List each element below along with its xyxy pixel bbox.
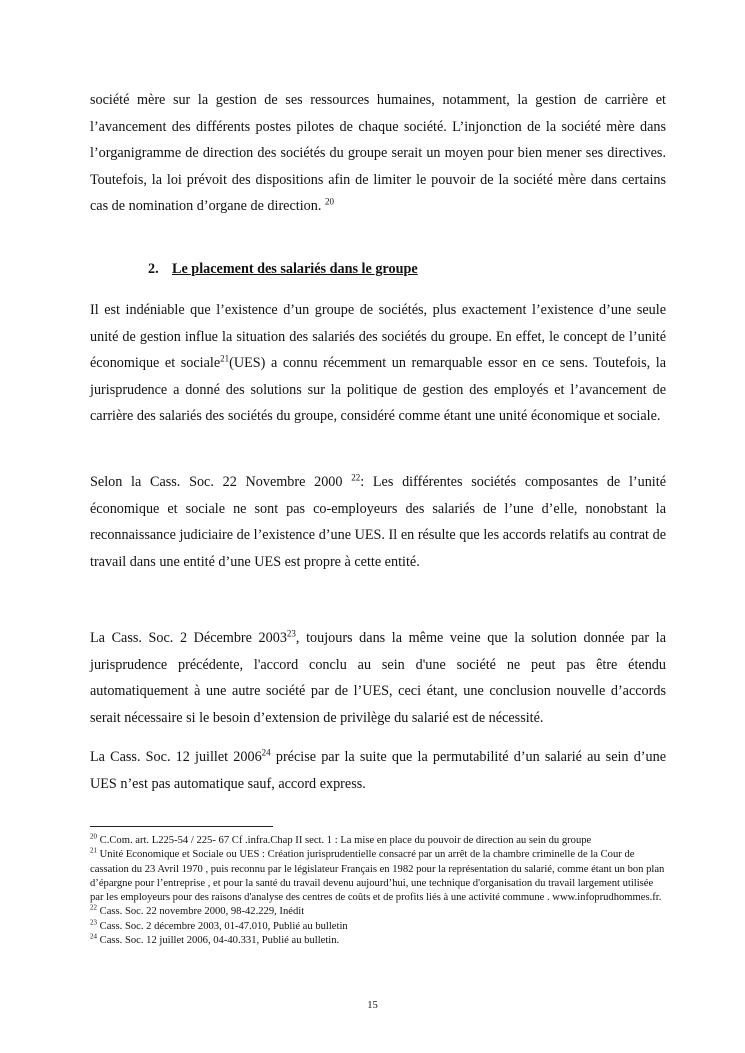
footnote-text: Cass. Soc. 22 novembre 2000, 98-42.229, Inédit [97,906,305,918]
footnote-text: Cass. Soc. 2 décembre 2003, 01-47.010, Publié au bulletin [97,920,348,932]
section-title: Le placement des salariés dans le groupe [172,261,418,277]
footnote-separator [90,826,273,827]
footnote-ref-21[interactable]: 21 [220,353,230,364]
footnote-number: 24 [90,932,97,941]
paragraph-2003-text-after: , toujours dans la même veine que la solution donnée par la jurisprudence précédente, l'accord conclu au sein d'une société ne peut pas être étendu automatiquement à une autre société par de l’UES, ceci étant, une conclusion nouvelle d’accords serait nécessaire si le besoin d’extension de privilège du salarié est de nécessité. [90,630,667,726]
paragraph-2000-text-after: : Les différentes sociétés composantes de l’unité économique et sociale ne sont pas co-employeurs des salariés de l’une d’elle, nonobstant la reconnaissance judiciaire de l’existence d’une UES. Il en résulte que les accords relatifs au contrat de travail dans une entité d’une UES est propre à cette entité. [90,474,666,570]
footnote-number: 23 [90,918,97,927]
footnote-text: Cass. Soc. 12 juillet 2006, 04-40.331, Publié au bulletin. [97,935,340,947]
paragraph-2006 [90,744,666,797]
paragraph-2003-text-before: La Cass. Soc. 2 Décembre 2003 [90,630,287,646]
paragraph-2000 [90,469,666,575]
page-number: 15 [367,1000,378,1011]
paragraph-2006-text-before: La Cass. Soc. 12 juillet 2006 [90,749,262,765]
footnotes [90,834,666,948]
paragraph-ues-text-after: (UES) a connu récemment un remarquable essor en ce sens. Toutefois, la jurisprudence a donné des solutions sur la politique de gestion des employés et l’avancement de carrière des salariés des sociétés du groupe, considéré comme étant une unité économique et sociale. [90,355,667,424]
paragraph-2000-text-before: Selon la Cass. Soc. 22 Novembre 2000 [90,474,352,490]
paragraph-ues-text-before: Il est indéniable que l’existence d’un groupe de sociétés, plus exactement l’existence d’une seule unité de gestion influe la situation des salariés des sociétés du groupe. En effet, le concept de l’unité économique et sociale [90,302,666,371]
footnote-ref-23[interactable]: 23 [286,628,296,639]
paragraph-ues [90,297,666,430]
paragraph-2003 [90,625,666,731]
section-heading [148,261,418,278]
footnote-text: Unité Economique et Sociale ou UES : Création jurisprudentielle consacré par un arrêt de la chambre criminelle de la Cour de cassation du 23 Avril 1970 , puis reconnu par le législateur Français en 1982 pour la représentation du salarié, comme étant un bon plan d’épargne pour l’entreprise , et pour la santé du travail devenu aujourd’hui, une technique d'organisation du travail largement utilisée par les employeurs pour des raisons d'analyse des centres de coûts et de profits liés à une activité commune . www.infoprudhommes.fr. [90,849,665,904]
footnote-number: 20 [90,832,97,841]
footnote-ref-22[interactable]: 22 [351,472,361,483]
footnote-number: 21 [90,846,97,855]
footnote-22 [90,905,666,919]
footnote-24 [90,934,666,948]
footnote-ref-24[interactable]: 24 [261,747,271,758]
footnote-text: C.Com. art. L225-54 / 225- 67 Cf .infra.Chap II sect. 1 : La mise en place du pouvoir de direction au sein du groupe [97,835,592,846]
footnote-23 [90,920,666,934]
footnote-21 [90,848,666,905]
footnote-20 [90,834,666,848]
section-number: 2. [148,261,159,277]
footnote-ref-20[interactable]: 20 [324,196,334,207]
intro-text: société mère sur la gestion de ses ressources humaines, notamment, la gestion de carrière et l’avancement des différents postes pilotes de chaque société. L’injonction de la société mère dans l’organigramme de direction des sociétés du groupe serait un moyen pour bien mener ses directives. Toutefois, la loi prévoit des dispositions afin de limiter le pouvoir de la société mère dans certains cas de nomination d’organe de direction. [90,92,666,214]
intro-paragraph [90,87,666,220]
paragraph-2006-text-after: précise par la suite que la permutabilité d’un salarié au sein d’une UES n’est pas automatique sauf, accord express. [90,749,666,792]
footnote-number: 22 [90,903,97,912]
